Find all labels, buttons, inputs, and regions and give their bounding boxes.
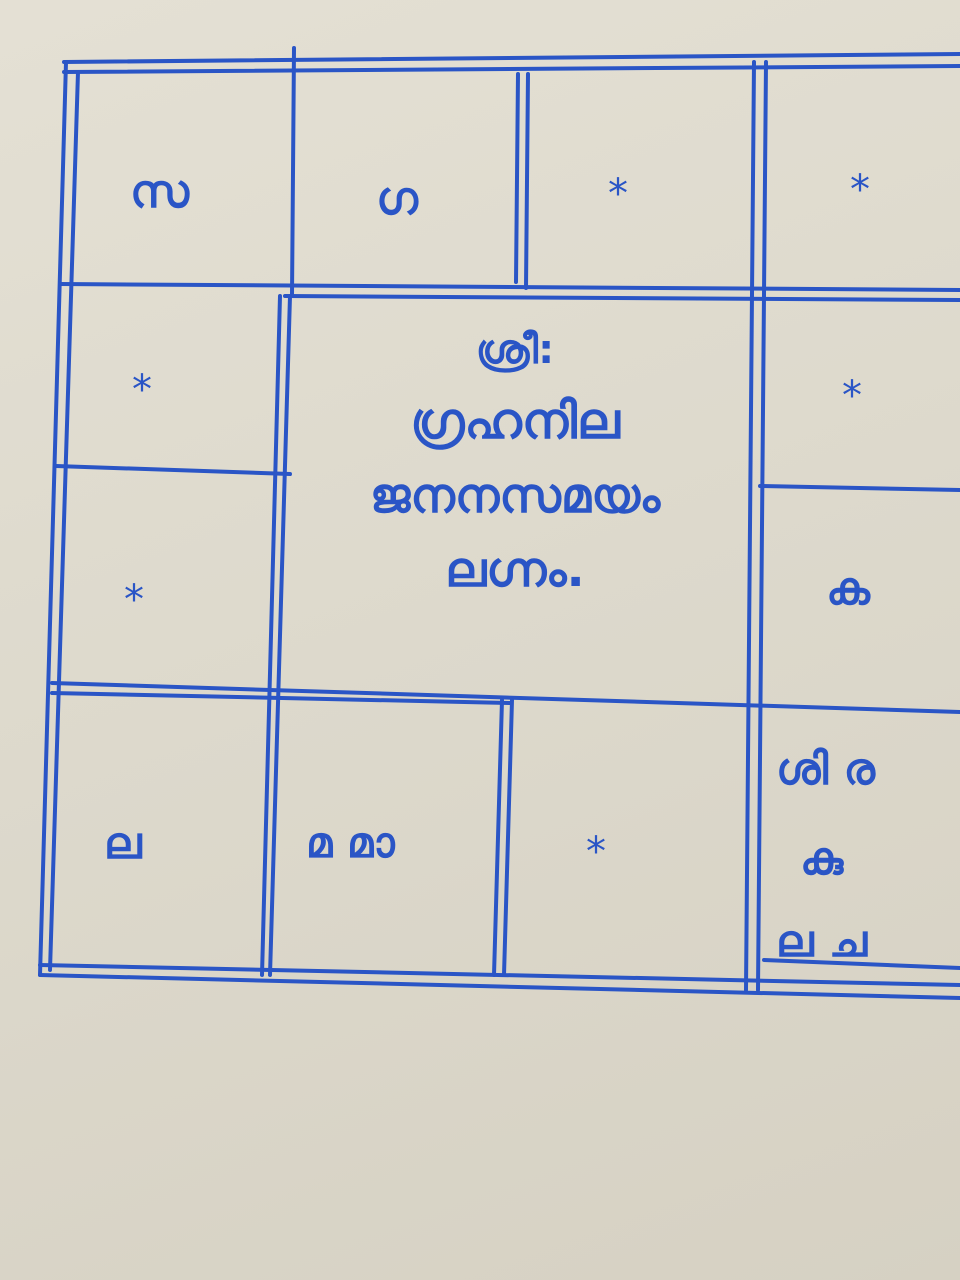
center-block (300, 327, 730, 598)
cell-bottom-1: ല (104, 818, 142, 869)
cell-bottom-4-line-1: ശി ര (776, 744, 876, 795)
cell-bottom-2: മ മാ (306, 818, 395, 867)
cell-left-upper: * (132, 367, 152, 413)
center-line-1: ശ്രീ: (475, 327, 555, 373)
center-line-4: ലഗ്നം. (445, 542, 585, 598)
cell-right-upper: * (842, 373, 862, 419)
cell-bottom-3: * (586, 829, 606, 875)
cell-right-lower: ക (826, 561, 870, 615)
cell-top-2: ഗ (376, 171, 418, 225)
cell-top-3: * (608, 171, 628, 217)
center-line-2: ഗ്രഹനില (410, 392, 620, 450)
cell-top-1: സ (130, 164, 189, 218)
cell-top-4: * (850, 167, 870, 213)
cell-left-lower: * (124, 577, 144, 623)
cell-bottom-4-line-3: ല ച (776, 916, 867, 967)
center-line-3: ജനനസമയം (369, 468, 661, 524)
cell-bottom-4-line-2: കു (800, 831, 844, 885)
